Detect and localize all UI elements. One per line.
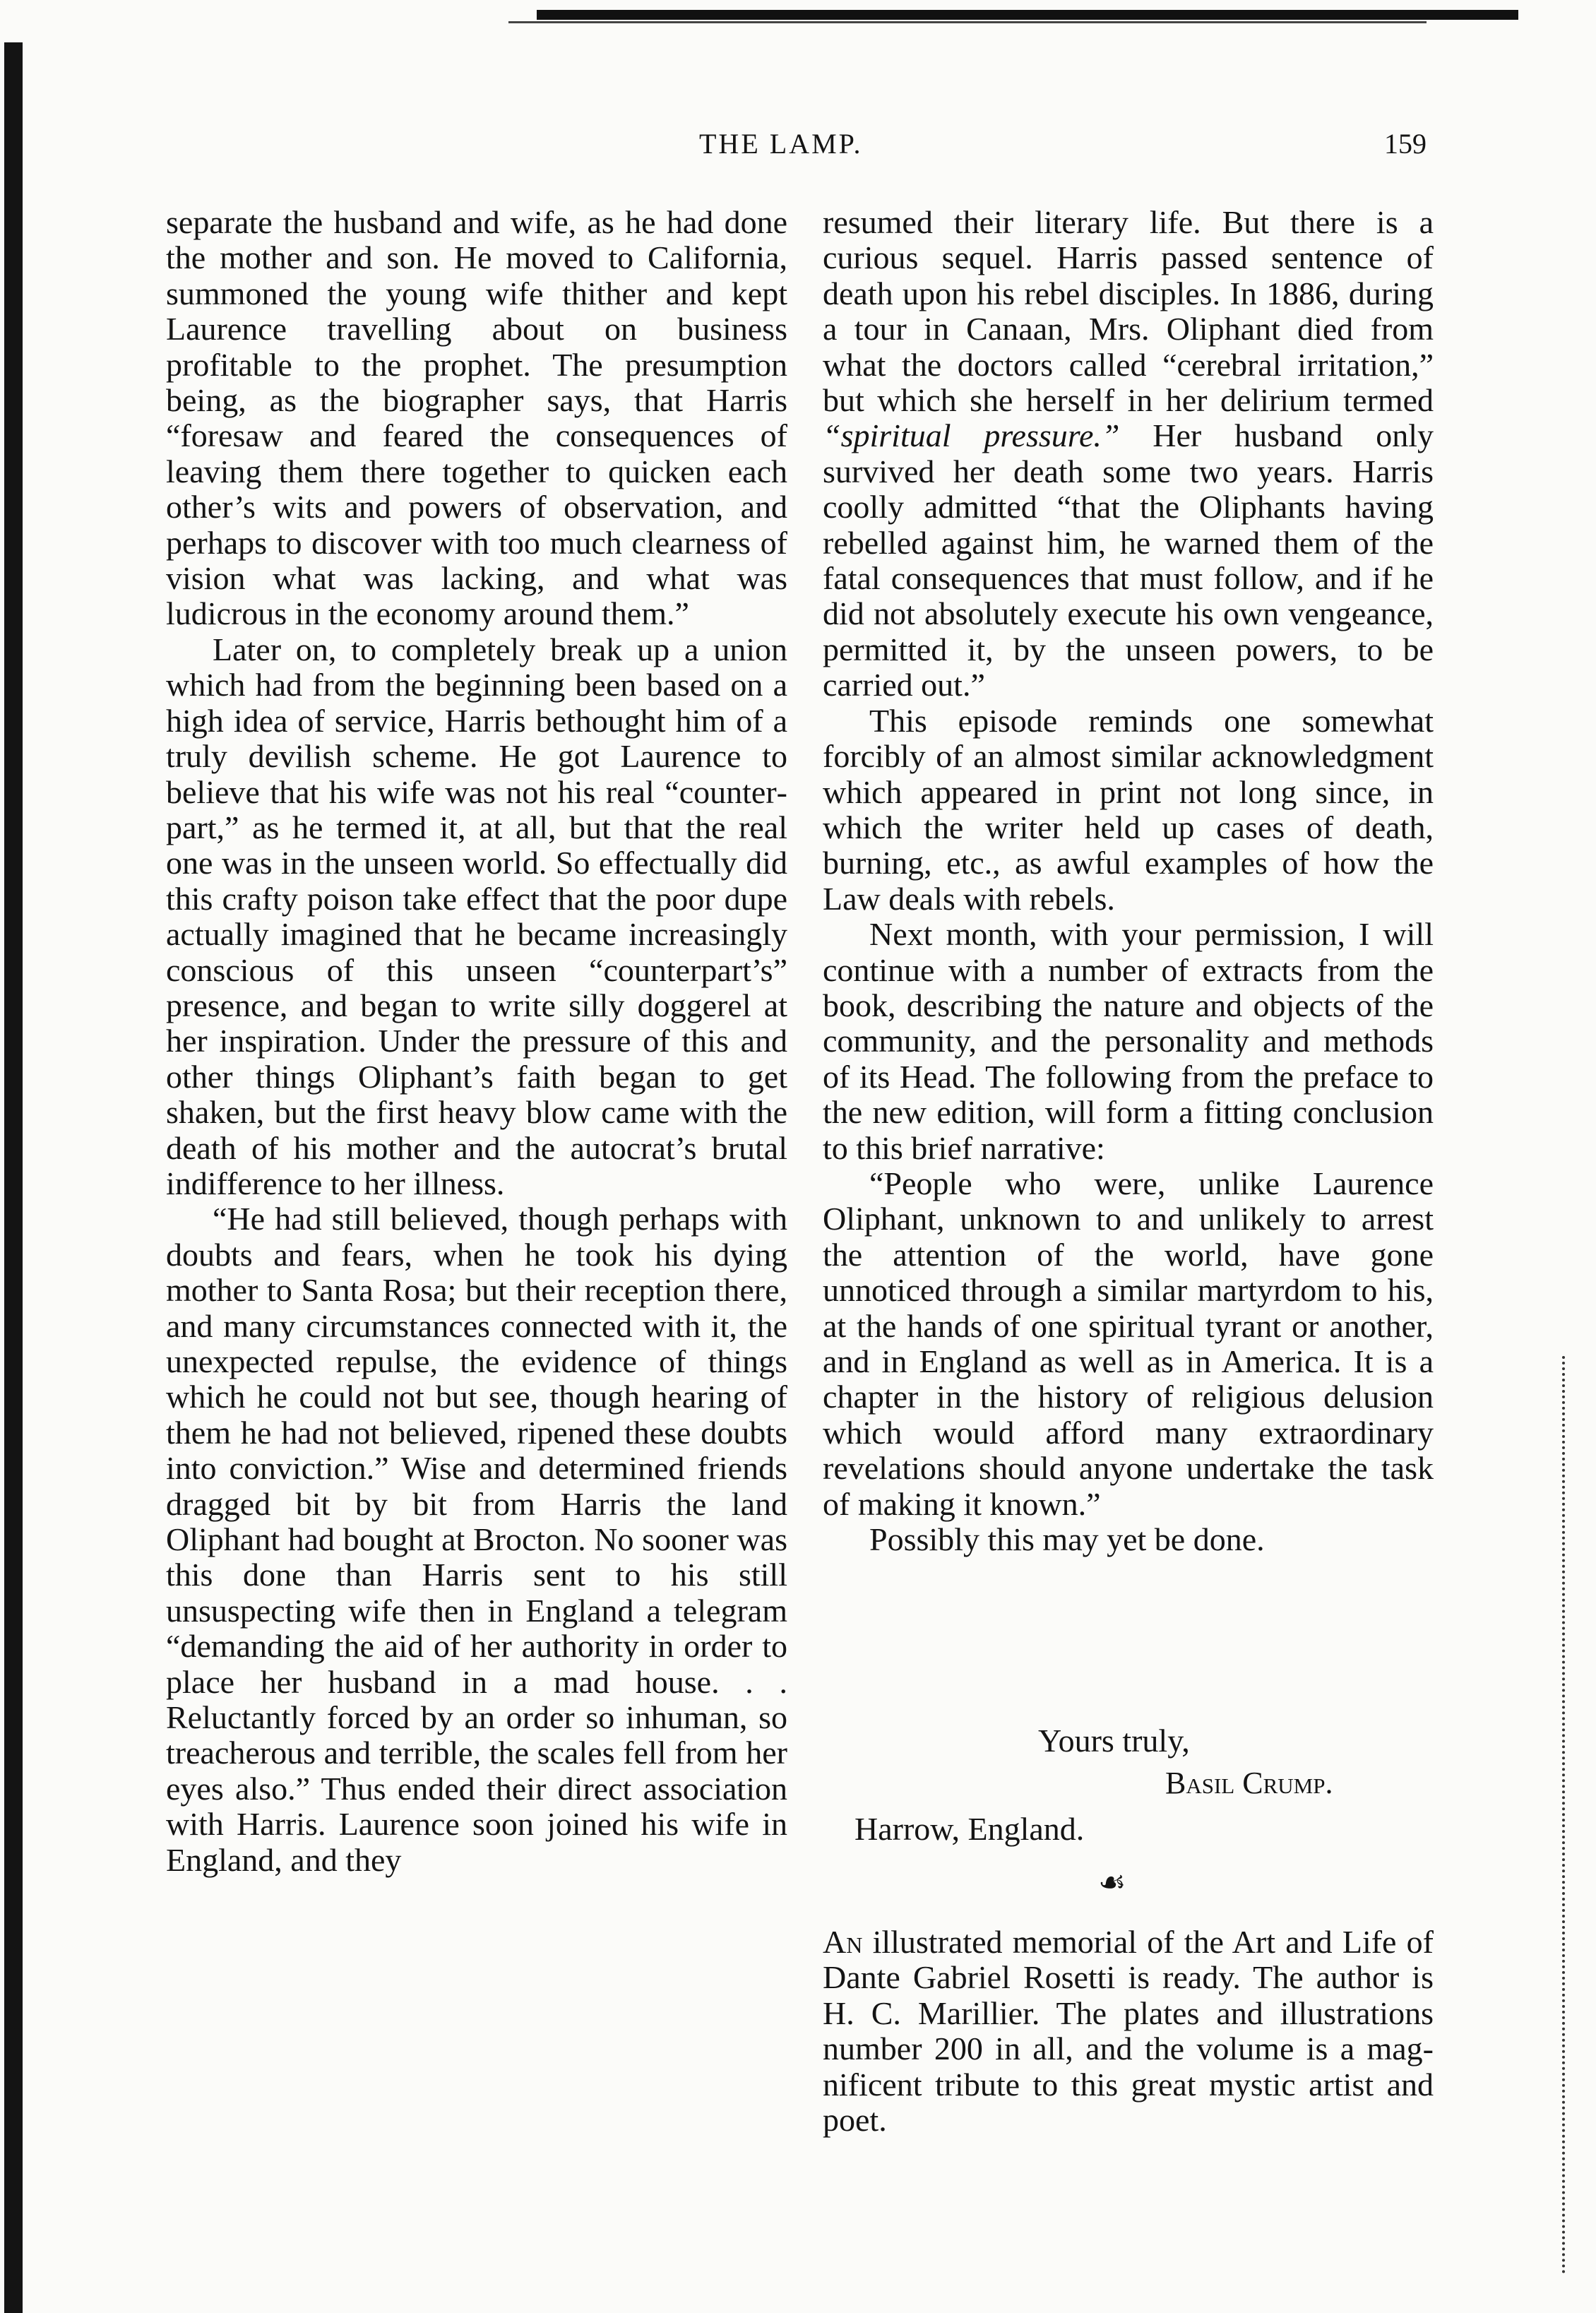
top-border-rule <box>537 10 1518 20</box>
italic-phrase: “spiritual pressure.” <box>823 417 1120 454</box>
paragraph: Next month, with your permission, I will continue with a number of extracts from the book, describing the nature and objects of the community, and the personality and methods of its Head. The following from the preface to the new edition, will form a fitting conclusion to this brief narrative: <box>823 916 1434 1166</box>
running-head <box>0 127 1596 170</box>
notice-text: illustrated memorial of the Art and Life of Dante Gabriel Rosetti is ready. The author is H. C. Marillier. The plates and illustrations number 200 in all, and the volume is a magnificent tribute to this great mystic artist and poet. <box>823 1924 1434 2139</box>
paragraph: “People who were, unlike Laurence Oliphant, unknown to and unlikely to arrest the attention of the world, have gone unnoticed through a similar martyrdom to his, at the hands of one spiritual tyrant or another, and in England as well as in America. It is a chapter in the history of religious delusion which would afford many extraordinary revelations should anyone undertake the task of making it known.” <box>823 1165 1434 1522</box>
page-number: 159 <box>1384 128 1427 160</box>
paragraph: This episode reminds one somewhat forcibly of an almost similar acknowledgment which appeared in print not long since, in which the writer held up cases of death, burning, etc., as awful examples of how the Law deals with rebels. <box>823 702 1434 917</box>
book-notice <box>823 1925 1434 2138</box>
letter-place: Harrow, England. <box>854 1811 1085 1847</box>
paragraph <box>823 205 1434 703</box>
top-thin-rule <box>508 21 1427 23</box>
notice-lead: An <box>823 1924 863 1960</box>
paragraph: Later on, to completely break up a union which had from the beginning been based on a high idea of service, Harris bethought him of a truly devilish scheme. He got Laurence to believe that his wife was not his real “counterpart,” as he termed it, at all, but that the real one was in the unseen world. So effectually did this crafty poison take effect that the poor dupe actually imagined that he became increasingly conscious of this unseen “counterpart’s” presence, and began to write silly doggerel at her inspiration. Under the pressure of this and other things Oliphant’s faith began to get shaken, but the first heavy blow came with the death of his mother and the autocrat’s brutal indifference to her illness. <box>166 631 787 1201</box>
paragraph-text: Her husband only survived her death some two years. Harris coolly admitted “that the Oliphants having rebelled against him, he warned them of the fatal consequences that must follow, and if he did not absolutely execute his own vengeance, permitted it, by the unseen powers, to be carried out.” <box>823 417 1434 703</box>
fleuron-ornament: ☙ <box>1098 1865 1126 1900</box>
paragraph: Possibly this may yet be done. <box>869 1521 1265 1558</box>
paragraph-text: resumed their literary life. But there is a curious sequel. Harris passed sentence of death upon his rebel disciples. In 1886, during a tour in Canaan, Mrs. Oliphant died from what the doctors called “cerebral irritation,” but which she herself in her delirium termed <box>823 204 1434 419</box>
letter-closing: Yours truly, <box>1038 1723 1190 1759</box>
scan-binding-edge <box>4 42 23 2313</box>
left-column <box>166 205 787 1878</box>
right-column <box>823 205 1434 1557</box>
letter-signature: Basil Crump. <box>1165 1766 1333 1800</box>
journal-title: THE LAMP. <box>699 128 863 160</box>
scan-edge-marks <box>1562 1356 1576 2274</box>
paragraph: “He had still believed, though perhaps with doubts and fears, when he took his dying mother to Santa Rosa; but their reception there, and many circumstances connected with it, the unexpected repulse, the evidence of things which he could not but see, though hearing of them he had not believed, ripened these doubts into conviction.” Wise and determined friends dragged bit by bit from Harris the land Oliphant had bought at Brocton. No sooner was this done than Harris sent to his still unsuspecting wife then in England a telegram “demanding the aid of her authority in order to place her husband in a mad house. . . Reluctantly forced by an order so inhuman, so treacherous and terrible, the scales fell from her eyes also.” Thus ended their direct association with Harris. Laurence soon joined his wife in England, and they <box>166 1201 787 1878</box>
paragraph: separate the husband and wife, as he had done the mother and son. He moved to California, summoned the young wife thither and kept Laurence travelling about on business profitable to the prophet. The presumption being, as the biographer says, that Harris “foresaw and feared the consequences of leaving them there together to quicken each other’s wits and powers of observation, and perhaps to discover with too much clearness of vision what was lacking, and what was ludicrous in the economy around them.” <box>166 204 787 632</box>
